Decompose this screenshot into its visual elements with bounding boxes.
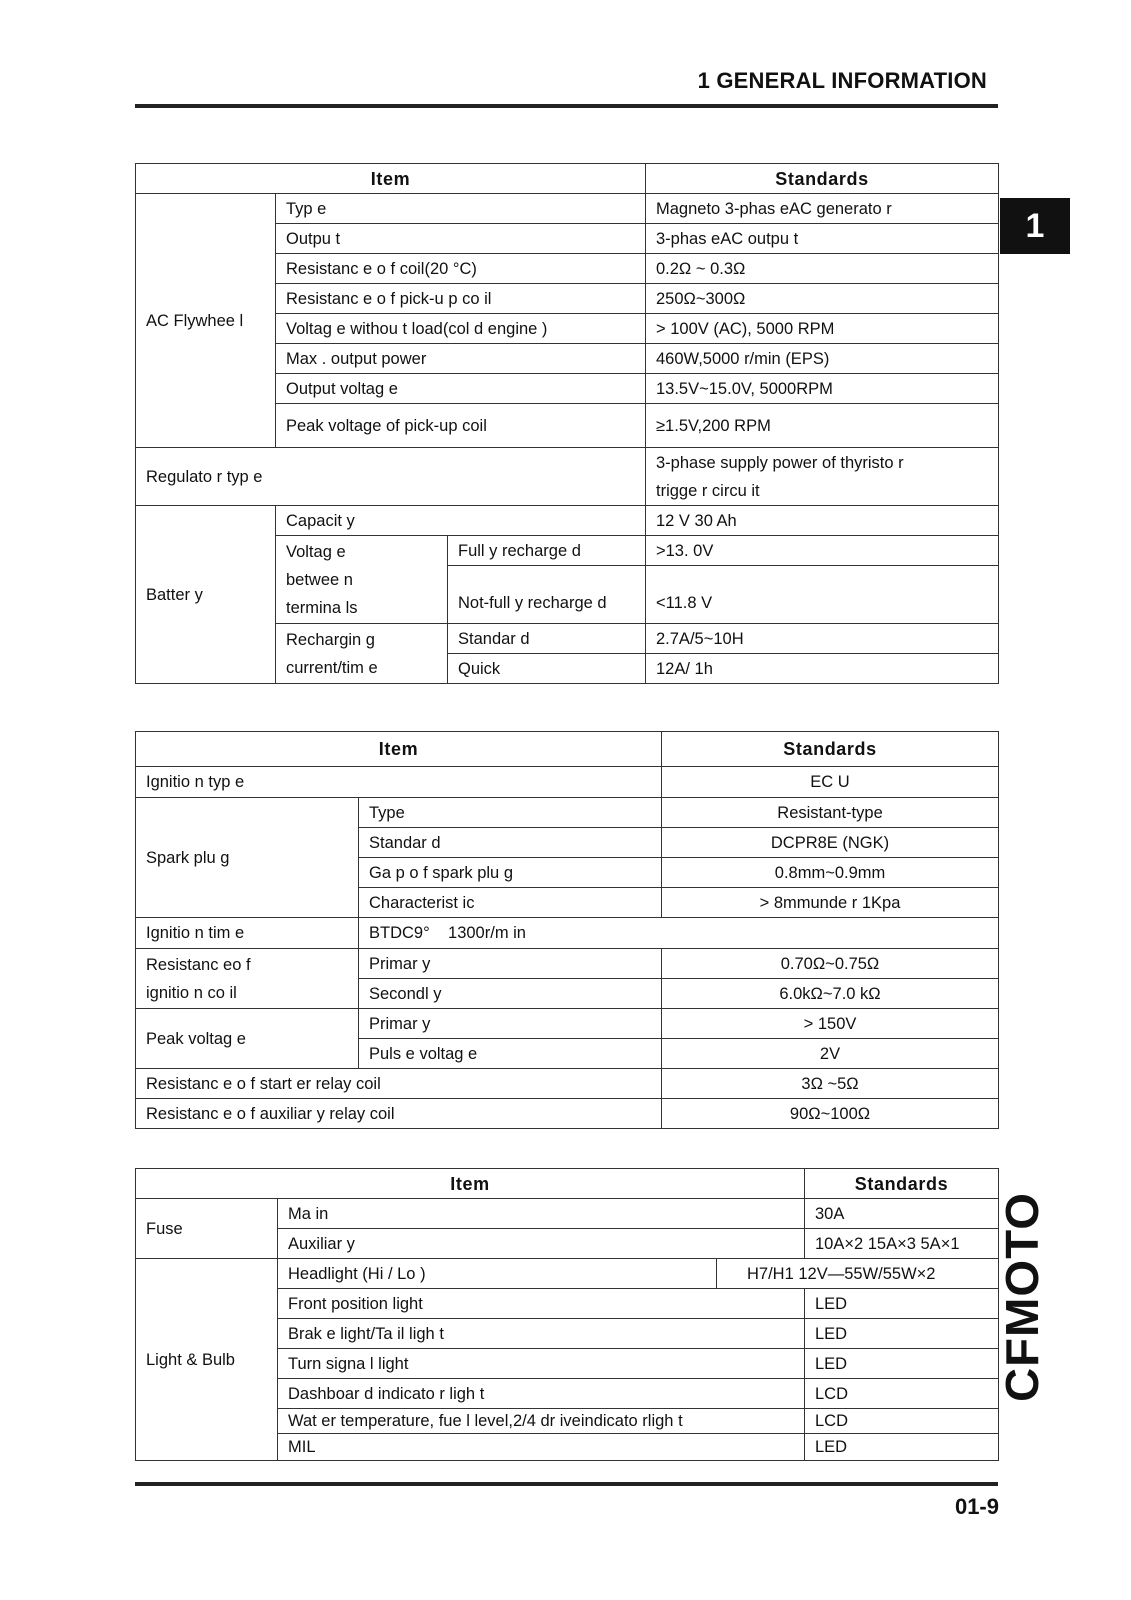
label-line: Resistanc eo f [146, 955, 251, 974]
brand-logo [996, 1188, 1052, 1402]
spec-item: Outpu t [276, 224, 646, 254]
spec-value: BTDC9° 1300r/m in [359, 918, 999, 949]
spec-value: 13.5V~15.0V, 5000RPM [646, 374, 999, 404]
spec-value: 12A/ 1h [646, 654, 999, 684]
spec-value: EC U [662, 767, 999, 798]
spec-value: 250Ω~300Ω [646, 284, 999, 314]
spec-value: 10A×2 15A×3 5A×1 [805, 1229, 999, 1259]
spec-item: Standar d [359, 828, 662, 858]
spec-item: Turn signa l light [278, 1349, 805, 1379]
spec-item: Headlight (Hi / Lo ) [278, 1259, 717, 1289]
spec-item: Resistanc e o f auxiliar y relay coil [136, 1099, 662, 1129]
spec-value: ≥1.5V,200 RPM [646, 404, 999, 448]
spec-value: 3-phas eAC outpu t [646, 224, 999, 254]
spec-value: 0.8mm~0.9mm [662, 858, 999, 888]
group-label-regulator: Regulato r typ e [136, 448, 646, 506]
group-label-ac-flywheel: AC Flywhee l [136, 194, 276, 448]
label-line: Rechargin g [286, 630, 375, 649]
spec-item: Resistanc e o f pick-u p co il [276, 284, 646, 314]
spec-value: Resistant-type [662, 798, 999, 828]
spec-item: Type [359, 798, 662, 828]
column-header-item: Item [136, 732, 662, 767]
spec-value: 3Ω ~5Ω [662, 1069, 999, 1099]
spec-value: > 150V [662, 1009, 999, 1039]
group-label-peak-voltage: Peak voltag e [136, 1009, 359, 1069]
spec-item: Ga p o f spark plu g [359, 858, 662, 888]
spec-item: Voltag e withou t load(col d engine ) [276, 314, 646, 344]
page-number: 01-9 [954, 1494, 999, 1519]
footer-rule [135, 1482, 998, 1486]
spec-value: LED [805, 1319, 999, 1349]
spec-item: Typ e [276, 194, 646, 224]
spec-value: 30A [805, 1199, 999, 1229]
spec-value-regulator [646, 448, 999, 506]
header-rule [135, 104, 998, 108]
label-line: Voltag e [286, 542, 346, 561]
spec-value: Magneto 3-phas eAC generato r [646, 194, 999, 224]
spec-item: Ignitio n tim e [136, 918, 359, 949]
spec-value: LED [805, 1289, 999, 1319]
spec-item: Resistanc e o f start er relay coil [136, 1069, 662, 1099]
spec-value: LED [805, 1349, 999, 1379]
spec-value: 12 V 30 Ah [646, 506, 999, 536]
spec-item: Wat er temperature, fue l level,2/4 dr iveindicato rligh t [278, 1409, 805, 1434]
spec-value: H7/H1 12V—55W/55W×2 [717, 1259, 999, 1289]
spec-item: Capacit y [276, 506, 646, 536]
spec-item: Front position light [278, 1289, 805, 1319]
spec-value: <11.8 V [646, 566, 999, 624]
spec-value: > 8mmunde r 1Kpa [662, 888, 999, 918]
page-header-title: 1 GENERAL INFORMATION [697, 68, 987, 93]
spec-value: LCD [805, 1409, 999, 1434]
charging-system-spec-table [135, 163, 999, 684]
group-label-spark-plug: Spark plu g [136, 798, 359, 918]
spec-item: Dashboar d indicato r ligh t [278, 1379, 805, 1409]
spec-value: > 100V (AC), 5000 RPM [646, 314, 999, 344]
battery-voltage-label [276, 536, 448, 624]
group-label-light-bulb: Light & Bulb [136, 1259, 278, 1461]
spec-item: Peak voltage of pick-up coil [276, 404, 646, 448]
spec-item: Puls e voltag e [359, 1039, 662, 1069]
spec-value: 460W,5000 r/min (EPS) [646, 344, 999, 374]
spec-value: 0.2Ω ~ 0.3Ω [646, 254, 999, 284]
spec-value: 90Ω~100Ω [662, 1099, 999, 1129]
electrical-spec-table [135, 1168, 999, 1461]
brand-logo-text: CFMOTO [996, 1197, 1048, 1402]
label-line: termina ls [286, 598, 358, 617]
spec-item: Ignitio n typ e [136, 767, 662, 798]
spec-value: 2.7A/5~10H [646, 624, 999, 654]
group-label-fuse: Fuse [136, 1199, 278, 1259]
spec-item: Primar y [359, 949, 662, 979]
regulator-value-line-1: 3-phase supply power of thyristo r [656, 453, 904, 472]
group-label-ignition-coil [136, 949, 359, 1009]
spec-item: Primar y [359, 1009, 662, 1039]
spec-value: LCD [805, 1379, 999, 1409]
spec-item: MIL [278, 1434, 805, 1461]
spec-item: Resistanc e o f coil(20 °C) [276, 254, 646, 284]
spec-value: DCPR8E (NGK) [662, 828, 999, 858]
column-header-item: Item [136, 1169, 805, 1199]
spec-item: Characterist ic [359, 888, 662, 918]
spec-value: 0.70Ω~0.75Ω [662, 949, 999, 979]
column-header-standards: Standards [646, 164, 999, 194]
label-line: ignitio n co il [146, 983, 237, 1002]
column-header-standards: Standards [805, 1169, 999, 1199]
column-header-item: Item [136, 164, 646, 194]
spec-subitem: Quick [448, 654, 646, 684]
spec-subitem: Full y recharge d [448, 536, 646, 566]
spec-item: Secondl y [359, 979, 662, 1009]
spec-item: Ma in [278, 1199, 805, 1229]
group-label-battery: Batter y [136, 506, 276, 684]
spec-subitem: Standar d [448, 624, 646, 654]
spec-value: LED [805, 1434, 999, 1461]
spec-item: Brak e light/Ta il ligh t [278, 1319, 805, 1349]
column-header-standards: Standards [662, 732, 999, 767]
spec-item: Max . output power [276, 344, 646, 374]
battery-recharge-label [276, 624, 448, 684]
spec-item: Auxiliar y [278, 1229, 805, 1259]
spec-value: 6.0kΩ~7.0 kΩ [662, 979, 999, 1009]
ignition-system-spec-table [135, 731, 999, 1129]
spec-value: >13. 0V [646, 536, 999, 566]
chapter-tab: 1 [1000, 198, 1070, 254]
spec-value: 2V [662, 1039, 999, 1069]
spec-subitem: Not-full y recharge d [448, 566, 646, 624]
label-line: betwee n [286, 570, 353, 589]
spec-item: Output voltag e [276, 374, 646, 404]
regulator-value-line-2: trigge r circu it [656, 481, 760, 500]
label-line: current/tim e [286, 658, 378, 677]
